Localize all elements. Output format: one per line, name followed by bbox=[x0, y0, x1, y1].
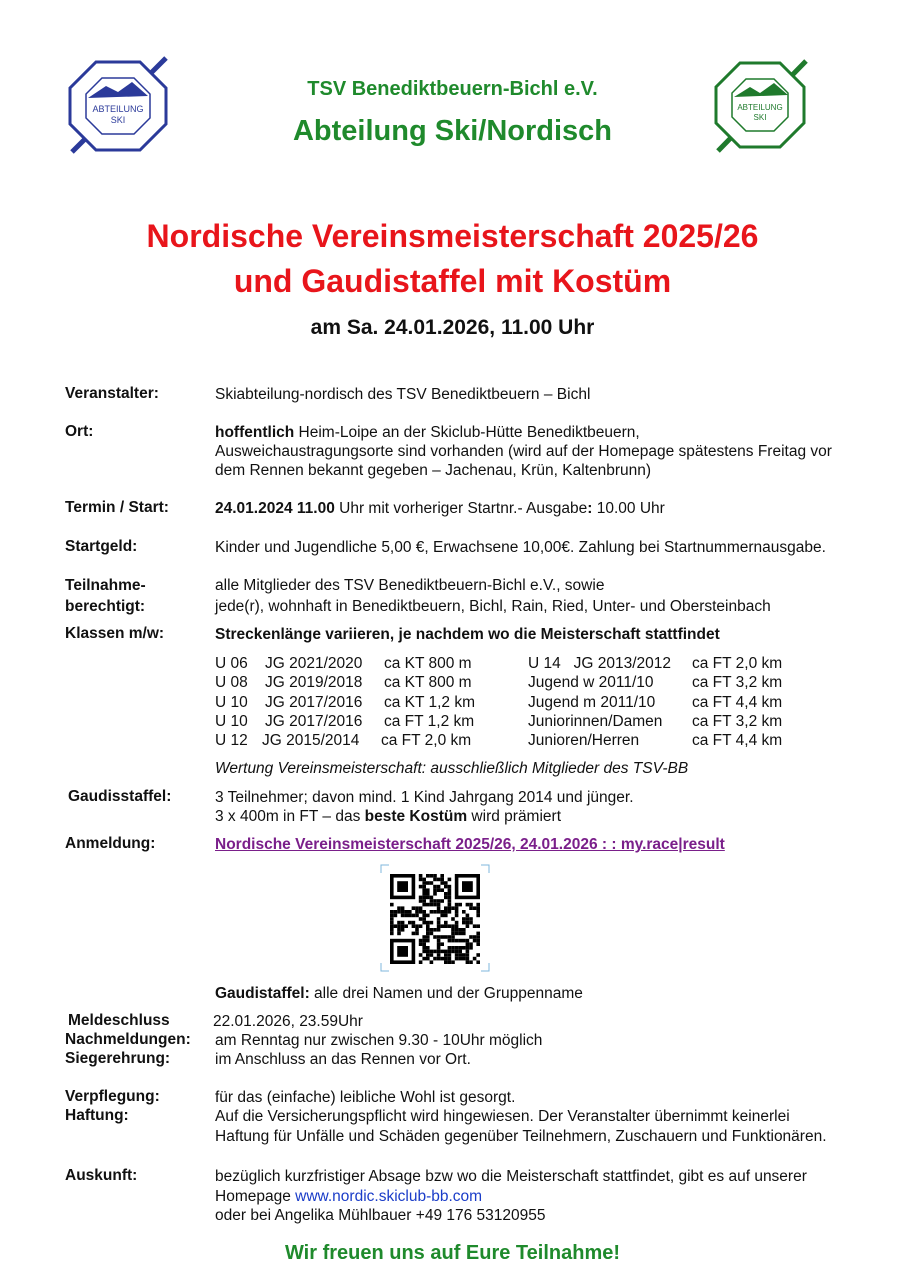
haftung-line-2: Haftung für Unfälle und Schäden gegenüber Teilnehmern, Zuschauern und Funktionären. bbox=[215, 1128, 827, 1145]
teilnahme-line-2: jede(r), wohnhaft in Benediktbeuern, Bichl, Rain, Ried, Unter- und Obersteinbach bbox=[215, 598, 771, 615]
value-ort bbox=[215, 423, 832, 480]
class-cell: Juniorinnen/Damen bbox=[528, 712, 663, 730]
class-cell: JG 2015/2014 bbox=[262, 732, 360, 750]
class-cell: ca FT 4,4 km bbox=[692, 732, 783, 750]
klassen-heading: Streckenlänge variieren, je nachdem wo die Meisterschaft stattfindet bbox=[215, 626, 720, 643]
event-date: am Sa. 24.01.2026, 11.00 Uhr bbox=[310, 316, 595, 339]
termin-date: 24.01.2024 11.00 bbox=[215, 500, 335, 517]
label-nachmeldungen: Nachmeldungen: bbox=[65, 1031, 191, 1048]
label-anmeldung: Anmeldung: bbox=[65, 835, 156, 852]
homepage-link[interactable]: www.nordic.skiclub-bb.com bbox=[295, 1187, 483, 1205]
gaudi-line-1: 3 Teilnehmer; davon mind. 1 Kind Jahrgang 2014 und jünger. bbox=[215, 789, 634, 806]
value-nachmeldungen: am Renntag nur zwischen 9.30 - 10Uhr möglich bbox=[215, 1032, 543, 1049]
footer-message: Wir freuen uns auf Eure Teilnahme! bbox=[284, 1242, 621, 1264]
class-cell: JG 2019/2018 bbox=[265, 674, 363, 692]
ort-line-1: Heim-Loipe an der Skiclub-Hütte Benediktbeuern, bbox=[294, 424, 640, 441]
label-meldeschluss: Meldeschluss bbox=[68, 1012, 170, 1029]
gaudi2-label: Gaudistaffel: bbox=[215, 985, 310, 1002]
klassen-note: Wertung Vereinsmeisterschaft: ausschließlich Mitglieder des TSV-BB bbox=[215, 760, 689, 777]
label-termin: Termin / Start: bbox=[65, 499, 169, 516]
registration-qr-code[interactable] bbox=[380, 864, 490, 972]
class-cell: ca KT 1,2 km bbox=[384, 693, 476, 711]
label-veranstalter: Veranstalter: bbox=[65, 385, 159, 402]
class-cell: ca KT 800 m bbox=[384, 674, 472, 692]
value-verpflegung: für das (einfache) leibliche Wohl ist gesorgt. bbox=[215, 1089, 516, 1106]
auskunft-line-1: bezüglich kurzfristiger Absage bzw wo die Meisterschaft stattfindet, gibt es auf unserer bbox=[215, 1168, 807, 1185]
label-teilnahme bbox=[65, 575, 146, 617]
svg-text:SKI: SKI bbox=[110, 115, 126, 125]
gaudi-line-2: 3 x 400m in FT – das bbox=[215, 808, 365, 825]
ort-emphasis: hoffentlich bbox=[215, 424, 295, 441]
label-klassen: Klassen m/w: bbox=[65, 625, 165, 642]
termin-time: 10.00 Uhr bbox=[592, 500, 665, 517]
svg-text:SKI: SKI bbox=[753, 113, 767, 122]
class-cell: Junioren/Herren bbox=[528, 732, 640, 750]
class-cell: JG 2017/2016 bbox=[265, 712, 363, 730]
gaudi2-text: alle drei Namen und der Gruppenname bbox=[309, 985, 583, 1002]
qr-frame bbox=[380, 864, 490, 972]
label-ort: Ort: bbox=[65, 423, 94, 440]
svg-text:ABTEILUNG: ABTEILUNG bbox=[737, 103, 783, 112]
class-cell: ca FT 1,2 km bbox=[384, 712, 475, 730]
value-gaudisstaffel bbox=[215, 788, 634, 826]
gaudi-line-2-end: wird prämiert bbox=[467, 808, 562, 825]
teilnahme-line-1: alle Mitglieder des TSV Benediktbeuern-Bichl e.V., sowie bbox=[215, 577, 605, 594]
class-cell: ca KT 800 m bbox=[384, 655, 472, 672]
department-name: Abteilung Ski/Nordisch bbox=[292, 115, 613, 147]
class-cell: U 06 bbox=[215, 655, 248, 672]
value-startgeld: Kinder und Jugendliche 5,00 €, Erwachsene 10,00€. Zahlung bei Startnummernausgabe. bbox=[215, 539, 826, 556]
value-siegerehrung: im Anschluss an das Rennen vor Ort. bbox=[215, 1051, 471, 1068]
title-line-1: Nordische Vereinsmeisterschaft 2025/26 bbox=[146, 218, 759, 254]
ort-line-2: Ausweichaustragungsorte sind vorhanden (wird auf der Homepage spätestens Freitag vor bbox=[215, 443, 832, 460]
class-cell: ca FT 2,0 km bbox=[692, 655, 783, 672]
value-teilnahme bbox=[215, 575, 771, 617]
value-meldeschluss: 22.01.2026, 23.59Uhr bbox=[213, 1013, 363, 1030]
registration-link[interactable]: Nordische Vereinsmeisterschaft 2025/26, 24.01.2026 : : my.race|result bbox=[215, 836, 725, 853]
class-cell: Jugend m 2011/10 bbox=[528, 693, 656, 711]
value-auskunft bbox=[215, 1167, 807, 1226]
auskunft-homepage-label: Homepage bbox=[215, 1187, 296, 1205]
class-cell: JG 2017/2016 bbox=[265, 693, 363, 711]
class-cell: ca FT 2,0 km bbox=[381, 732, 472, 750]
value-veranstalter: Skiabteilung-nordisch des TSV Benediktbeuern – Bichl bbox=[215, 386, 591, 403]
termin-colon: : bbox=[587, 500, 593, 517]
class-cell: U 12 bbox=[215, 732, 248, 750]
class-cell: ca FT 3,2 km bbox=[692, 674, 783, 692]
class-cell: ca FT 3,2 km bbox=[692, 712, 783, 730]
label-auskunft: Auskunft: bbox=[65, 1167, 138, 1184]
termin-text: Uhr mit vorheriger Startnr.- Ausgabe bbox=[334, 500, 588, 517]
label-verpflegung: Verpflegung: bbox=[65, 1088, 160, 1105]
value-haftung bbox=[215, 1107, 827, 1147]
label-siegerehrung: Siegerehrung: bbox=[65, 1050, 171, 1067]
haftung-line-1: Auf die Versicherungspflicht wird hingewiesen. Der Veranstalter übernimmt keinerlei bbox=[215, 1108, 790, 1125]
label-startgeld: Startgeld: bbox=[65, 538, 138, 555]
class-cell: U 14 JG 2013/2012 bbox=[528, 655, 672, 672]
gaudi-best-costume: beste Kostüm bbox=[364, 808, 468, 825]
auskunft-contact: oder bei Angelika Mühlbauer +49 176 53120955 bbox=[215, 1207, 546, 1224]
label-haftung: Haftung: bbox=[65, 1107, 129, 1124]
club-name: TSV Benediktbeuern-Bichl e.V. bbox=[307, 78, 598, 100]
label-teilnahme-1: Teilnahme- bbox=[65, 577, 146, 594]
value-gaudi-anmeldung bbox=[215, 984, 583, 1003]
class-cell: Jugend w 2011/10 bbox=[528, 674, 654, 692]
label-gaudisstaffel: Gaudisstaffel: bbox=[68, 788, 172, 805]
class-cell: U 10 bbox=[215, 693, 248, 711]
value-termin bbox=[215, 499, 665, 518]
ort-line-3: dem Rennen bekannt gegeben – Jachenau, Krün, Kaltenbrunn) bbox=[215, 462, 652, 479]
svg-text:ABTEILUNG: ABTEILUNG bbox=[92, 104, 144, 114]
class-cell: U 08 bbox=[215, 674, 248, 692]
class-cell: U 10 bbox=[215, 712, 248, 730]
class-cell: JG 2021/2020 bbox=[265, 655, 363, 672]
title-line-2: und Gaudistaffel mit Kostüm bbox=[233, 263, 672, 299]
class-cell: ca FT 4,4 km bbox=[692, 693, 783, 711]
label-teilnahme-2: berechtigt: bbox=[65, 598, 146, 615]
